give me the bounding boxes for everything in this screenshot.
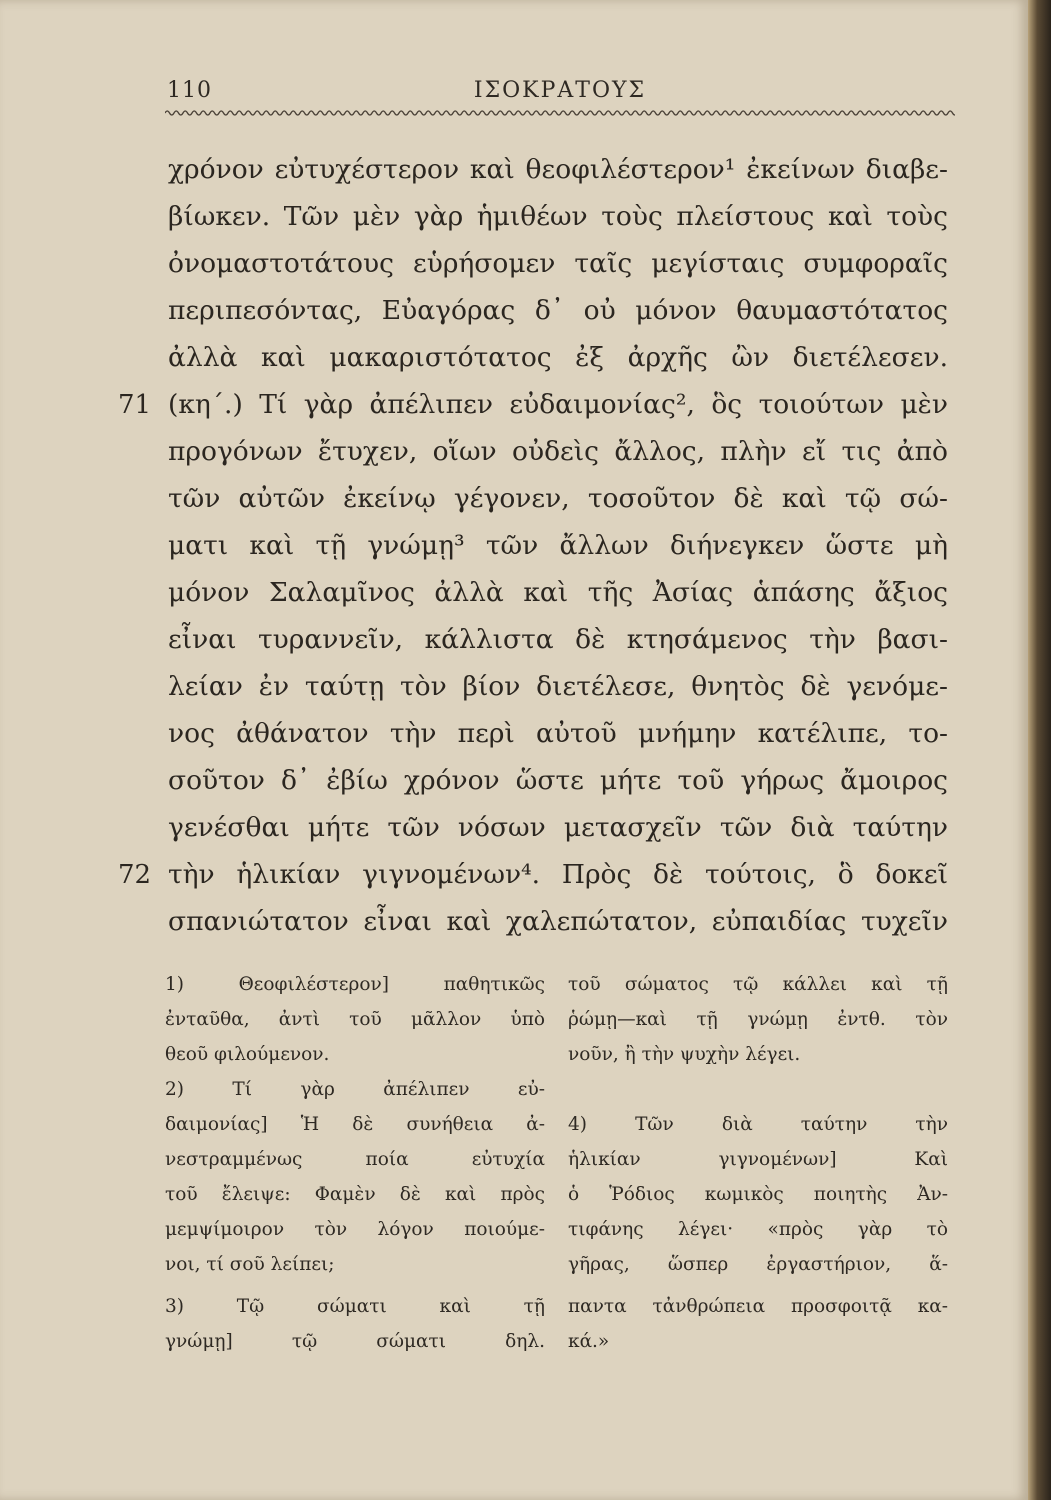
- footnote-line: ἡλικίαν γιγνομένων] Καὶ: [568, 1149, 948, 1170]
- text-line: λείαν ἐν ταύτῃ τὸν βίον διετέλεσε, θνητὸς δὲ γενόμε-: [168, 671, 948, 702]
- text-line: προγόνων ἔτυχεν, οἵων οὐδεὶς ἄλλος, πλὴν εἴ τις ἀπὸ: [168, 436, 948, 467]
- text-line: σπανιώτατον εἶναι καὶ χαλεπώτατον, εὐπαιδίας τυχεῖν: [168, 906, 948, 937]
- footnote-line: νοι, τί σοῦ λείπει;: [165, 1254, 335, 1275]
- text-line: ὀνομαστοτάτους εὑρήσομεν ταῖς μεγίσταις συμφοραῖς: [168, 248, 948, 279]
- text-line: εἶναι τυραννεῖν, κάλλιστα δὲ κτησάμενος τὴν βασι-: [168, 624, 948, 655]
- footnote-line: δαιμονίας] Ἡ δὲ συνήθεια ἀ-: [165, 1114, 545, 1135]
- text-line: νος ἀθάνατον τὴν περὶ αὐτοῦ μνήμην κατέλιπε, το-: [168, 718, 948, 749]
- page-edge: [1028, 0, 1051, 1500]
- footnote-line: παντα τἀνθρώπεια προσφοιτᾷ κα-: [568, 1296, 948, 1317]
- footnote-line: 3) Τῷ σώματι καὶ τῇ: [165, 1296, 545, 1317]
- footnote-line: νοῦν, ἢ τὴν ψυχὴν λέγει.: [568, 1044, 801, 1065]
- footnote-line: γνώμῃ] τῷ σώματι δηλ.: [165, 1331, 545, 1352]
- text-line: σοῦτον δ᾿ ἐβίω χρόνον ὥστε μήτε τοῦ γήρως ἄμοιρος: [168, 765, 948, 796]
- footnote-line: τιφάνης λέγει· «πρὸς γὰρ τὸ: [568, 1219, 948, 1240]
- page-number: 110: [167, 78, 212, 103]
- footnote-line: 2) Τί γὰρ ἀπέλιπεν εὐ-: [165, 1079, 545, 1100]
- text-line: βίωκεν. Τῶν μὲν γὰρ ἡμιθέων τοὺς πλείστους καὶ τοὺς: [168, 201, 948, 232]
- margin-number: 72: [118, 860, 152, 890]
- text-line: ματι καὶ τῇ γνώμῃ³ τῶν ἄλλων διήνεγκεν ὥστε μὴ: [168, 530, 948, 561]
- footnote-line: νεστραμμένως ποία εὐτυχία: [165, 1149, 545, 1170]
- footnote-line: μεμψίμοιρον τὸν λόγον ποιούμε-: [165, 1219, 545, 1240]
- footnote-line: ἐνταῦθα, ἀντὶ τοῦ μᾶλλον ὑπὸ: [165, 1009, 545, 1030]
- footnote-line: τοῦ σώματος τῷ κάλλει καὶ τῇ: [568, 974, 948, 995]
- text-line: μόνον Σαλαμῖνος ἀλλὰ καὶ τῆς Ἀσίας ἁπάσης ἄξιος: [168, 577, 948, 608]
- footnote-line: τοῦ ἔλειψε: Φαμὲν δὲ καὶ πρὸς: [165, 1184, 545, 1205]
- text-line: τῶν αὐτῶν ἐκείνῳ γέγονεν, τοσοῦτον δὲ καὶ τῷ σώ-: [168, 483, 948, 514]
- footnote-line: γῆρας, ὥσπερ ἐργαστήριον, ἅ-: [568, 1254, 948, 1275]
- footnote-line: θεοῦ φιλούμενον.: [165, 1044, 330, 1065]
- text-line: γενέσθαι μήτε τῶν νόσων μετασχεῖν τῶν διὰ ταύτην: [168, 812, 948, 843]
- text-line: περιπεσόντας, Εὐαγόρας δ᾿ οὐ μόνον θαυμαστότατος: [168, 295, 948, 326]
- text-line: ἀλλὰ καὶ μακαριστότατος ἐξ ἀρχῆς ὢν διετέλεσεν.: [168, 342, 948, 373]
- footnote-line: 4) Τῶν διὰ ταύτην τὴν: [568, 1114, 948, 1135]
- footnote-line: ὁ Ῥόδιος κωμικὸς ποιητὴς Ἀν-: [568, 1184, 948, 1205]
- text-line: χρόνον εὐτυχέστερον καὶ θεοφιλέστερον¹ ἐκείνων διαβε-: [168, 154, 948, 185]
- footnote-line: ῥώμῃ—καὶ τῇ γνώμῃ ἐντθ. τὸν: [568, 1009, 948, 1030]
- footnote-line: κά.»: [568, 1331, 610, 1352]
- footnote-line: 1) Θεοφιλέστερον] παθητικῶς: [165, 974, 545, 995]
- running-title: ΙΣΟΚΡΑΤΟΥΣ: [473, 78, 647, 103]
- margin-number: 71: [118, 390, 152, 420]
- text-line: τὴν ἡλικίαν γιγνομένων⁴. Πρὸς δὲ τούτοις, ὃ δοκεῖ: [168, 859, 948, 890]
- text-line: (κη΄.) Τί γὰρ ἀπέλιπεν εὐδαιμονίας², ὃς τοιούτων μὲν: [168, 389, 948, 420]
